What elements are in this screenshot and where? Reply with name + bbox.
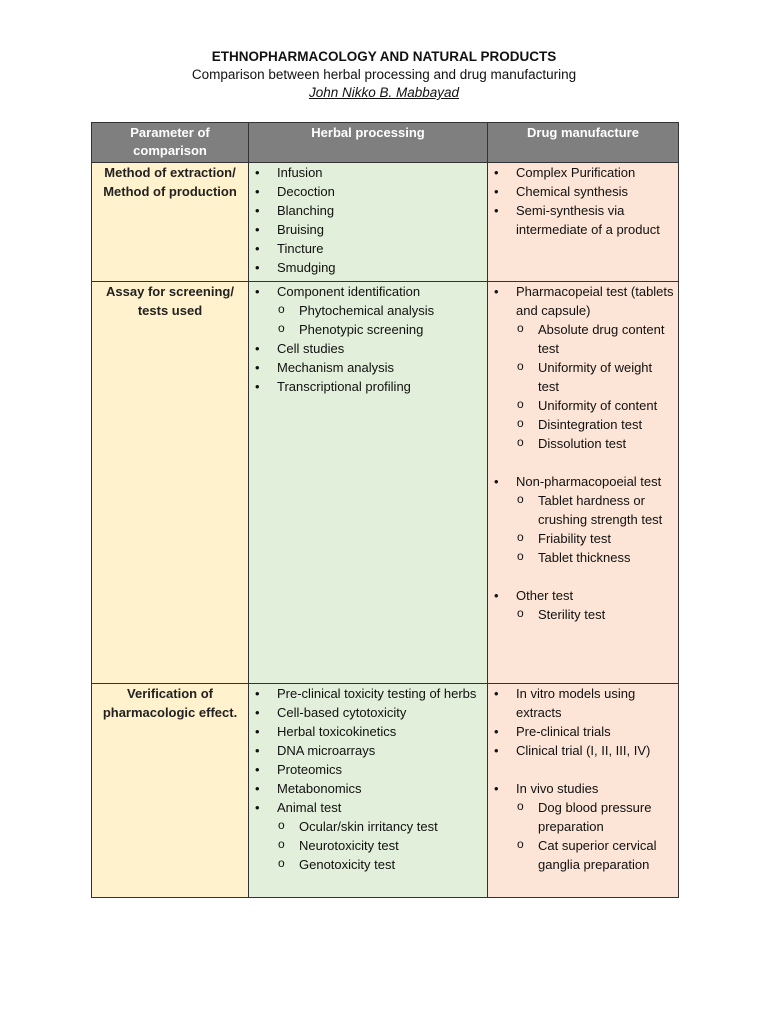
list-item	[277, 258, 483, 277]
list-item-text: Component identification	[277, 284, 421, 299]
parameter-cell: Assay for screening/ tests used	[92, 282, 249, 684]
herbal-list	[249, 684, 487, 874]
sub-list-item: o Friability test	[538, 529, 674, 548]
herbal-cell	[249, 163, 488, 282]
sub-list-item: o Dog blood pressure preparation	[538, 798, 674, 836]
sub-list-item: o Absolute drug content test	[538, 320, 674, 358]
list-item-text: Pre-clinical trials	[516, 724, 611, 739]
list-item	[516, 472, 674, 567]
sub-list	[277, 817, 483, 874]
sub-list-item: o Disintegration test	[538, 415, 674, 434]
list-item-text: Complex Purification	[516, 165, 636, 180]
list-item-text: In vivo studies	[516, 781, 599, 796]
list-item-text: Transcriptional profiling	[277, 379, 411, 394]
list-item-text: Infusion	[277, 165, 323, 180]
list-item-text: Cell-based cytotoxicity	[277, 705, 407, 720]
list-item	[277, 239, 483, 258]
list-item	[277, 220, 483, 239]
column-header-drug: Drug manufacture	[488, 123, 679, 163]
herbal-list	[249, 163, 487, 277]
list-item-text: Pharmacopeial test (tablets and capsule)	[516, 284, 674, 318]
list-item-text: Decoction	[277, 184, 335, 199]
sub-list-item: o Sterility test	[538, 605, 674, 624]
list-item-text: DNA microarrays	[277, 743, 376, 758]
sub-list-item: o Uniformity of weight test	[538, 358, 674, 396]
list-item-text: Cell studies	[277, 341, 345, 356]
herbal-cell	[249, 282, 488, 684]
sub-list-item: o Tablet thickness	[538, 548, 674, 567]
list-item-text: Animal test	[277, 800, 342, 815]
drug-list	[488, 684, 678, 874]
herbal-list	[249, 282, 487, 396]
comparison-table	[91, 122, 679, 898]
drug-list	[488, 163, 678, 239]
list-item-text: Non-pharmacopoeial test	[516, 474, 662, 489]
table-row	[92, 282, 679, 684]
list-item	[277, 703, 483, 722]
list-item-text: Other test	[516, 588, 574, 603]
list-item	[516, 282, 674, 453]
list-item-text: Herbal toxicokinetics	[277, 724, 397, 739]
list-item	[277, 741, 483, 760]
list-item	[516, 741, 674, 760]
column-header-parameter: Parameter of comparison	[92, 123, 249, 163]
sub-list	[516, 605, 674, 624]
document-title: ETHNOPHARMACOLOGY AND NATURAL PRODUCTS	[211, 49, 557, 64]
list-item-text: Smudging	[277, 260, 336, 275]
parameter-cell: Verification of pharmacologic effect.	[92, 684, 249, 898]
document-subtitle: Comparison between herbal processing and drug manufacturing	[191, 67, 577, 82]
list-item-text: Chemical synthesis	[516, 184, 628, 199]
herbal-cell	[249, 684, 488, 898]
sub-list-item: o Cat superior cervical ganglia preparation	[538, 836, 674, 874]
list-item-text: Clinical trial (I, II, III, IV)	[516, 743, 651, 758]
parameter-cell: Method of extraction/ Method of production	[92, 163, 249, 282]
sub-list-item: o Tablet hardness or crushing strength test	[538, 491, 674, 529]
list-item-text: Proteomics	[277, 762, 343, 777]
drug-list	[488, 282, 678, 624]
list-item-text: Semi-synthesis via intermediate of a product	[516, 203, 660, 237]
list-item-text: Bruising	[277, 222, 324, 237]
sub-list	[516, 491, 674, 567]
list-item-text: Mechanism analysis	[277, 360, 395, 375]
list-item	[516, 163, 674, 182]
author-name: John Nikko B. Mabbayad	[308, 85, 460, 100]
table-row	[92, 684, 679, 898]
sub-list-item: o Ocular/skin irritancy test	[299, 817, 483, 836]
list-item-text: Metabonomics	[277, 781, 362, 796]
list-item	[277, 377, 483, 396]
list-item	[277, 201, 483, 220]
sub-list	[277, 301, 483, 339]
list-item-text: Blanching	[277, 203, 335, 218]
list-item	[277, 684, 483, 703]
sub-list-item: o Dissolution test	[538, 434, 674, 453]
list-item	[277, 798, 483, 874]
list-item	[277, 358, 483, 377]
sub-list	[516, 798, 674, 874]
document-header	[0, 48, 768, 102]
list-item-text: Pre-clinical toxicity testing of herbs	[277, 686, 477, 701]
list-item	[516, 722, 674, 741]
list-item	[516, 201, 674, 239]
list-item	[277, 760, 483, 779]
sub-list-item: o Phytochemical analysis	[299, 301, 483, 320]
list-item	[277, 779, 483, 798]
list-item	[277, 282, 483, 339]
drug-cell	[488, 163, 679, 282]
list-item-text: Tincture	[277, 241, 324, 256]
sub-list-item: o Uniformity of content	[538, 396, 674, 415]
list-item-text: In vitro models using extracts	[516, 686, 636, 720]
list-item	[516, 586, 674, 624]
sub-list-item: o Phenotypic screening	[299, 320, 483, 339]
sub-list	[516, 320, 674, 453]
column-header-herbal: Herbal processing	[249, 123, 488, 163]
list-item	[277, 163, 483, 182]
table-row	[92, 163, 679, 282]
list-item	[516, 182, 674, 201]
list-item	[516, 684, 674, 722]
sub-list-item: o Genotoxicity test	[299, 855, 483, 874]
drug-cell	[488, 684, 679, 898]
drug-cell	[488, 282, 679, 684]
list-item	[516, 779, 674, 874]
table-header-row	[92, 123, 679, 163]
list-item	[277, 182, 483, 201]
list-item	[277, 339, 483, 358]
list-item	[277, 722, 483, 741]
sub-list-item: o Neurotoxicity test	[299, 836, 483, 855]
